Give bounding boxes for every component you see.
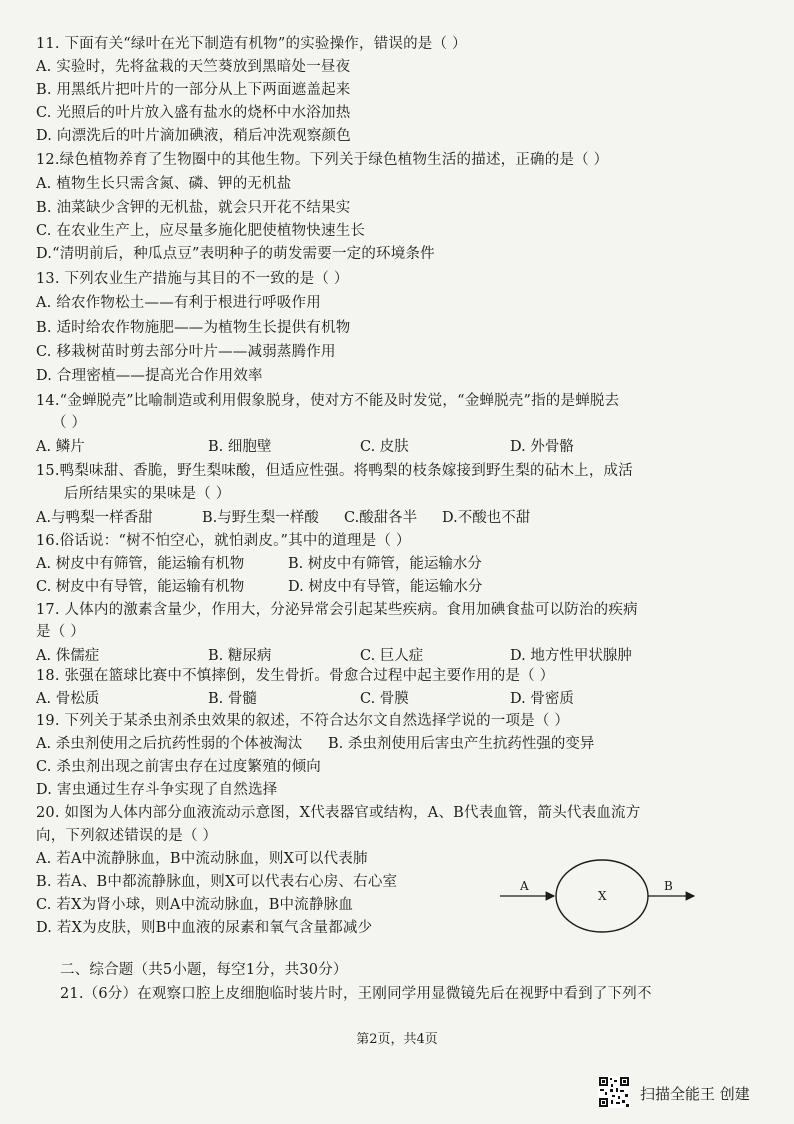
q21-stem: 21.（6分）在观察口腔上皮细胞临时装片时，王刚同学用显微镜先后在视野中看到了下列不 — [60, 986, 652, 1002]
q15-stem-cont: 后所结果实的果味是（ ） — [64, 486, 231, 502]
q15-option-d: D.不酸也不甜 — [442, 510, 531, 526]
q12-option-c: C. 在农业生产上，应尽量多施化肥使植物快速生长 — [36, 223, 366, 239]
page-number: 第2页，共4页 — [356, 1032, 438, 1047]
q19-option-a: A. 杀虫剂使用之后抗药性弱的个体被淘汰 — [36, 736, 303, 752]
q17-option-b: B. 糖尿病 — [208, 648, 272, 664]
q17-option-d: D. 地方性甲状腺肿 — [510, 648, 632, 664]
scanner-watermark — [598, 1076, 788, 1110]
q12-option-b: B. 油菜缺少含钾的无机盐，就会只开花不结果实 — [36, 200, 351, 216]
q12-stem: 12.绿色植物养育了生物圈中的其他生物。下列关于绿色植物生活的描述，正确的是（ ） — [36, 152, 609, 168]
q16-stem: 16.俗话说：“树不怕空心，就怕剥皮。”其中的道理是（ ） — [36, 533, 411, 549]
q13-option-a: A. 给农作物松土——有利于根进行呼吸作用 — [36, 295, 321, 311]
q15-option-c: C.酸甜各半 — [344, 510, 418, 526]
q16-option-b: B. 树皮中有筛管，能运输水分 — [288, 556, 482, 572]
q15-option-b: B.与野生梨一样酸 — [202, 510, 319, 526]
q11-option-a: A. 实验时，先将盆栽的天竺葵放到黑暗处一昼夜 — [36, 59, 351, 75]
q20-option-b: B. 若A、B中都流静脉血，则X可以代表右心房、右心室 — [36, 874, 398, 890]
qr-code-icon — [598, 1076, 630, 1108]
q20-option-c: C. 若X为肾小球，则A中流动脉血，B中流静脉血 — [36, 897, 354, 913]
organ-x-label: X — [598, 889, 607, 903]
q18-options — [36, 689, 756, 709]
blood-flow-diagram — [498, 856, 698, 936]
q18-option-b: B. 骨髓 — [208, 691, 257, 707]
q14-option-c: C. 皮肤 — [360, 439, 409, 455]
q16-option-d: D. 树皮中有导管，能运输水分 — [288, 579, 483, 595]
q17-stem: 17. 人体内的激素含量少，作用大，分泌异常会引起某些疾病。食用加碘食盐可以防治的疾病 — [36, 602, 638, 618]
q17-stem-cont: 是（ ） — [36, 624, 85, 640]
q19-options-row1 — [36, 734, 756, 754]
q19-option-b: B. 杀虫剂使用后害虫产生抗药性强的变异 — [328, 736, 595, 752]
scanner-credit: 扫描全能王 创建 — [640, 1085, 750, 1103]
q20-option-d: D. 若X为皮肤，则B中血液的尿素和氧气含量都减少 — [36, 920, 373, 936]
q14-option-b: B. 细胞壁 — [208, 439, 272, 455]
q17-option-c: C. 巨人症 — [360, 648, 424, 664]
q12-option-d: D.“清明前后，种瓜点豆”表明种子的萌发需要一定的环境条件 — [36, 246, 435, 262]
vessel-a-label: A — [520, 879, 529, 893]
q13-option-d: D. 合理密植——提高光合作用效率 — [36, 368, 263, 384]
q11-option-c: C. 光照后的叶片放入盛有盐水的烧杯中水浴加热 — [36, 105, 351, 121]
q15-options — [36, 508, 756, 528]
q20-option-a: A. 若A中流静脉血，B中流动脉血，则X可以代表肺 — [36, 851, 368, 867]
q18-option-d: D. 骨密质 — [510, 691, 574, 707]
q19-option-d: D. 害虫通过生存斗争实现了自然选择 — [36, 782, 278, 798]
section2-heading: 二、综合题（共5小题，每空1分，共30分） — [60, 962, 348, 978]
q16-options-row2 — [36, 577, 756, 597]
q15-option-a: A.与鸭梨一样香甜 — [36, 510, 153, 526]
q13-option-c: C. 移栽树苗时剪去部分叶片——减弱蒸腾作用 — [36, 344, 336, 360]
q12-option-a: A. 植物生长只需含氮、磷、钾的无机盐 — [36, 176, 292, 192]
vessel-b-label: B — [664, 879, 673, 893]
q16-options-row1 — [36, 554, 756, 574]
q14-stem: 14.“金蝉脱壳”比喻制造或利用假象脱身，使对方不能及时发觉，“金蝉脱壳”指的是蝉脱去 — [36, 393, 620, 409]
q16-option-a: A. 树皮中有筛管，能运输有机物 — [36, 556, 245, 572]
q11-stem: 11. 下面有关“绿叶在光下制造有机物”的实验操作，错误的是（ ） — [36, 36, 467, 52]
q17-options — [36, 646, 756, 666]
q19-option-c: C. 杀虫剂出现之前害虫存在过度繁殖的倾向 — [36, 759, 321, 775]
q18-option-a: A. 骨松质 — [36, 691, 100, 707]
q14-option-a: A. 鳞片 — [36, 439, 85, 455]
q11-option-d: D. 向漂洗后的叶片滴加碘液，稍后冲洗观察颜色 — [36, 128, 351, 144]
q18-option-c: C. 骨膜 — [360, 691, 409, 707]
q14-option-d: D. 外骨骼 — [510, 439, 574, 455]
q14-bracket: （ ） — [52, 415, 87, 431]
q20-stem: 20. 如图为人体内部分血液流动示意图，X代表器官或结构，A、B代表血管，箭头代表血流方 — [36, 805, 641, 821]
q16-option-c: C. 树皮中有导管，能运输有机物 — [36, 579, 245, 595]
q13-option-b: B. 适时给农作物施肥——为植物生长提供有机物 — [36, 320, 351, 336]
q11-option-b: B. 用黑纸片把叶片的一部分从上下两面遮盖起来 — [36, 82, 351, 98]
q15-stem: 15.鸭梨味甜、香脆，野生梨味酸，但适应性强。将鸭梨的枝条嫁接到野生梨的砧木上，成活 — [36, 463, 633, 479]
q20-stem-cont: 向，下列叙述错误的是（ ） — [36, 828, 218, 844]
q17-option-a: A. 侏儒症 — [36, 648, 100, 664]
q13-stem: 13. 下列农业生产措施与其目的不一致的是（ ） — [36, 271, 349, 287]
q19-stem: 19. 下列关于某杀虫剂杀虫效果的叙述，不符合达尔文自然选择学说的一项是（ ） — [36, 713, 570, 729]
q18-stem: 18. 张强在篮球比赛中不慎摔倒，发生骨折。骨愈合过程中起主要作用的是（ ） — [36, 668, 555, 684]
q14-options — [36, 437, 756, 457]
